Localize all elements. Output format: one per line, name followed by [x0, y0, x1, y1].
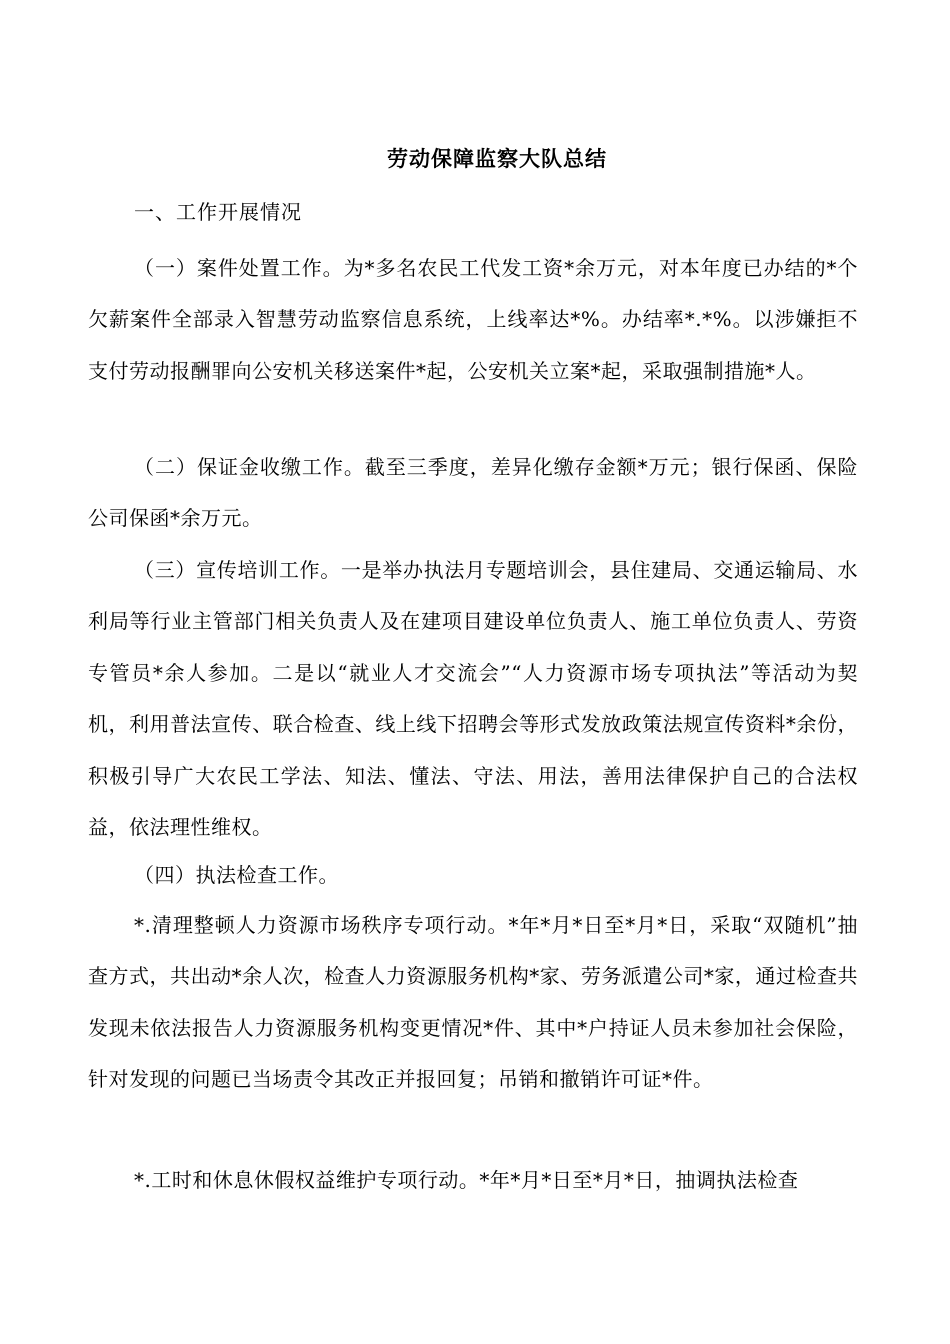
paragraph-enforcement-heading: （四）执法检查工作。 — [134, 863, 339, 887]
paragraph-deposit-collection: （二）保证金收缴工作。截至三季度，差异化缴存金额*万元；银行保函、保险公司保函*余万元。 — [88, 455, 858, 531]
paragraph-market-order-action: *.清理整顿人力资源市场秩序专项行动。*年*月*日至*月*日，采取“双随机”抽查方式，共出动*余人次，检查人力资源服务机构*家、劳务派遣公司*家，通过检查共发现未依法报告人力资源服务机构变更情况*件、其中*户持证人员未参加社会保险，针对发现的问题已当场责令其改正并报回复；吊销和撤销许可证*件。 — [88, 913, 858, 1092]
paragraph-publicity-training: （三）宣传培训工作。一是举办执法月专题培训会，县住建局、交通运输局、水利局等行业主管部门相关负责人及在建项目建设单位负责人、施工单位负责人、劳资专管员*余人参加。二是以“就业人才交流会”“人力资源市场专项执法”等活动为契机，利用普法宣传、联合检查、线上线下招聘会等形式发放政策法规宣传资料*余份，积极引导广大农民工学法、知法、懂法、守法、用法，善用法律保护自己的合法权益，依法理性维权。 — [88, 558, 858, 840]
paragraph-case-handling: （一）案件处置工作。为*多名农民工代发工资*余万元，对本年度已办结的*个欠薪案件全部录入智慧劳动监察信息系统，上线率达*%。办结率*.*%。以涉嫌拒不支付劳动报酬罪向公安机关移送案件*起，公安机关立案*起，采取强制措施*人。 — [88, 256, 858, 383]
paragraph-working-hours-action: *.工时和休息休假权益维护专项行动。*年*月*日至*月*日，抽调执法检查 — [134, 1168, 799, 1192]
document-title: 劳动保障监察大队总结 — [387, 146, 607, 171]
section-heading: 一、工作开展情况 — [134, 200, 302, 224]
